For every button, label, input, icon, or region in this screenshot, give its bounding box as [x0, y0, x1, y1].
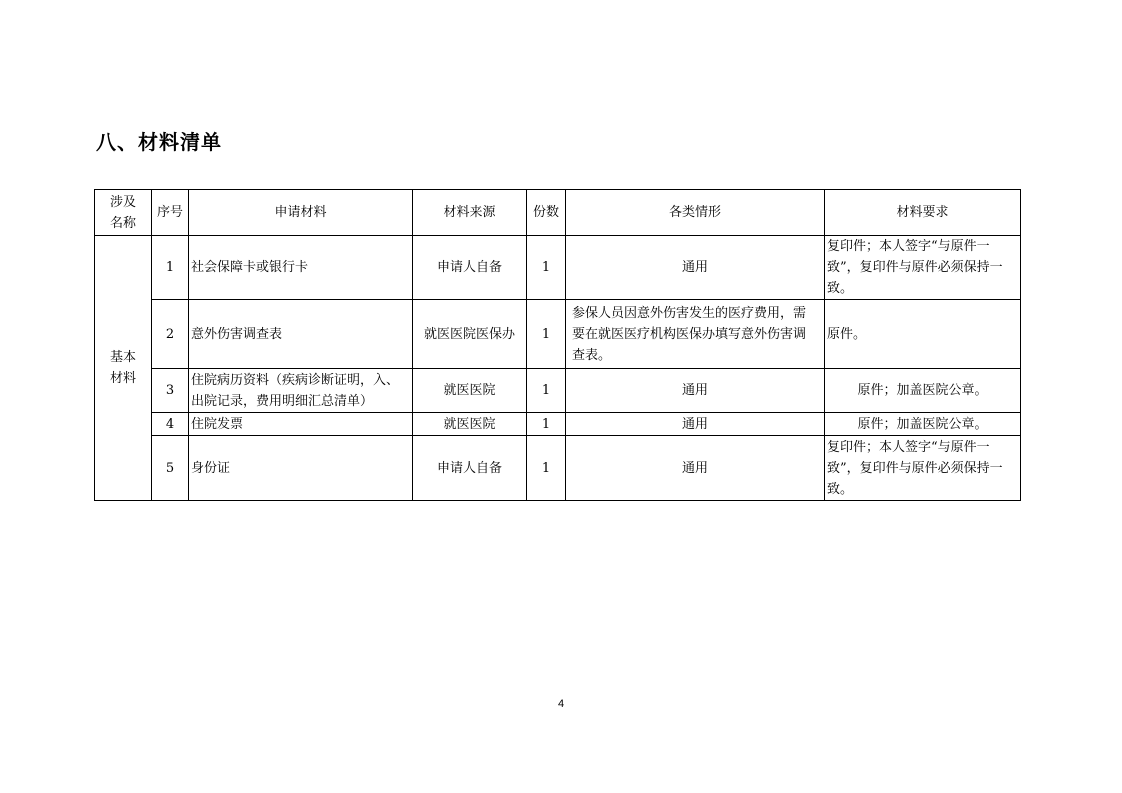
cell-material: 住院病历资料（疾病诊断证明，入、出院记录，费用明细汇总清单） — [189, 369, 413, 413]
cell-situation: 通用 — [566, 236, 825, 300]
cell-source: 就医医院 — [413, 413, 527, 436]
table-header-row — [95, 190, 1021, 236]
cell-copies: 1 — [527, 436, 566, 501]
header-copies: 份数 — [527, 190, 566, 236]
cell-requirement: 复印件；本人签字“与原件一致”，复印件与原件必须保持一致。 — [825, 436, 1021, 501]
cell-situation: 通用 — [566, 436, 825, 501]
cell-seq: 5 — [152, 436, 189, 501]
header-material: 申请材料 — [189, 190, 413, 236]
table-row — [95, 369, 1021, 413]
cell-requirement: 原件。 — [825, 300, 1021, 369]
cell-seq: 3 — [152, 369, 189, 413]
page-number: 4 — [557, 698, 565, 710]
table-row — [95, 300, 1021, 369]
cell-seq: 4 — [152, 413, 189, 436]
cell-source: 就医医院 — [413, 369, 527, 413]
cell-seq: 2 — [152, 300, 189, 369]
header-requirement: 材料要求 — [825, 190, 1021, 236]
header-seq: 序号 — [152, 190, 189, 236]
cell-material: 身份证 — [189, 436, 413, 501]
cell-copies: 1 — [527, 369, 566, 413]
cell-requirement: 复印件；本人签字“与原件一致”，复印件与原件必须保持一致。 — [825, 236, 1021, 300]
header-source: 材料来源 — [413, 190, 527, 236]
section-title: 八、材料清单 — [96, 130, 222, 154]
header-situation: 各类情形 — [566, 190, 825, 236]
cell-requirement: 原件；加盖医院公章。 — [825, 413, 1021, 436]
table-row — [95, 236, 1021, 300]
cell-situation: 通用 — [566, 369, 825, 413]
cell-material: 社会保障卡或银行卡 — [189, 236, 413, 300]
cell-copies: 1 — [527, 300, 566, 369]
group-label: 基本材料 — [95, 236, 152, 501]
cell-seq: 1 — [152, 236, 189, 300]
cell-material: 意外伤害调查表 — [189, 300, 413, 369]
cell-source: 就医医院医保办 — [413, 300, 527, 369]
cell-situation: 参保人员因意外伤害发生的医疗费用，需要在就医医疗机构医保办填写意外伤害调查表。 — [566, 300, 825, 369]
header-category: 涉及名称 — [95, 190, 152, 236]
cell-source: 申请人自备 — [413, 436, 527, 501]
cell-copies: 1 — [527, 413, 566, 436]
cell-copies: 1 — [527, 236, 566, 300]
cell-situation: 通用 — [566, 413, 825, 436]
table-row — [95, 436, 1021, 501]
cell-material: 住院发票 — [189, 413, 413, 436]
table-row — [95, 413, 1021, 436]
materials-table — [94, 189, 1021, 501]
cell-source: 申请人自备 — [413, 236, 527, 300]
cell-requirement: 原件；加盖医院公章。 — [825, 369, 1021, 413]
